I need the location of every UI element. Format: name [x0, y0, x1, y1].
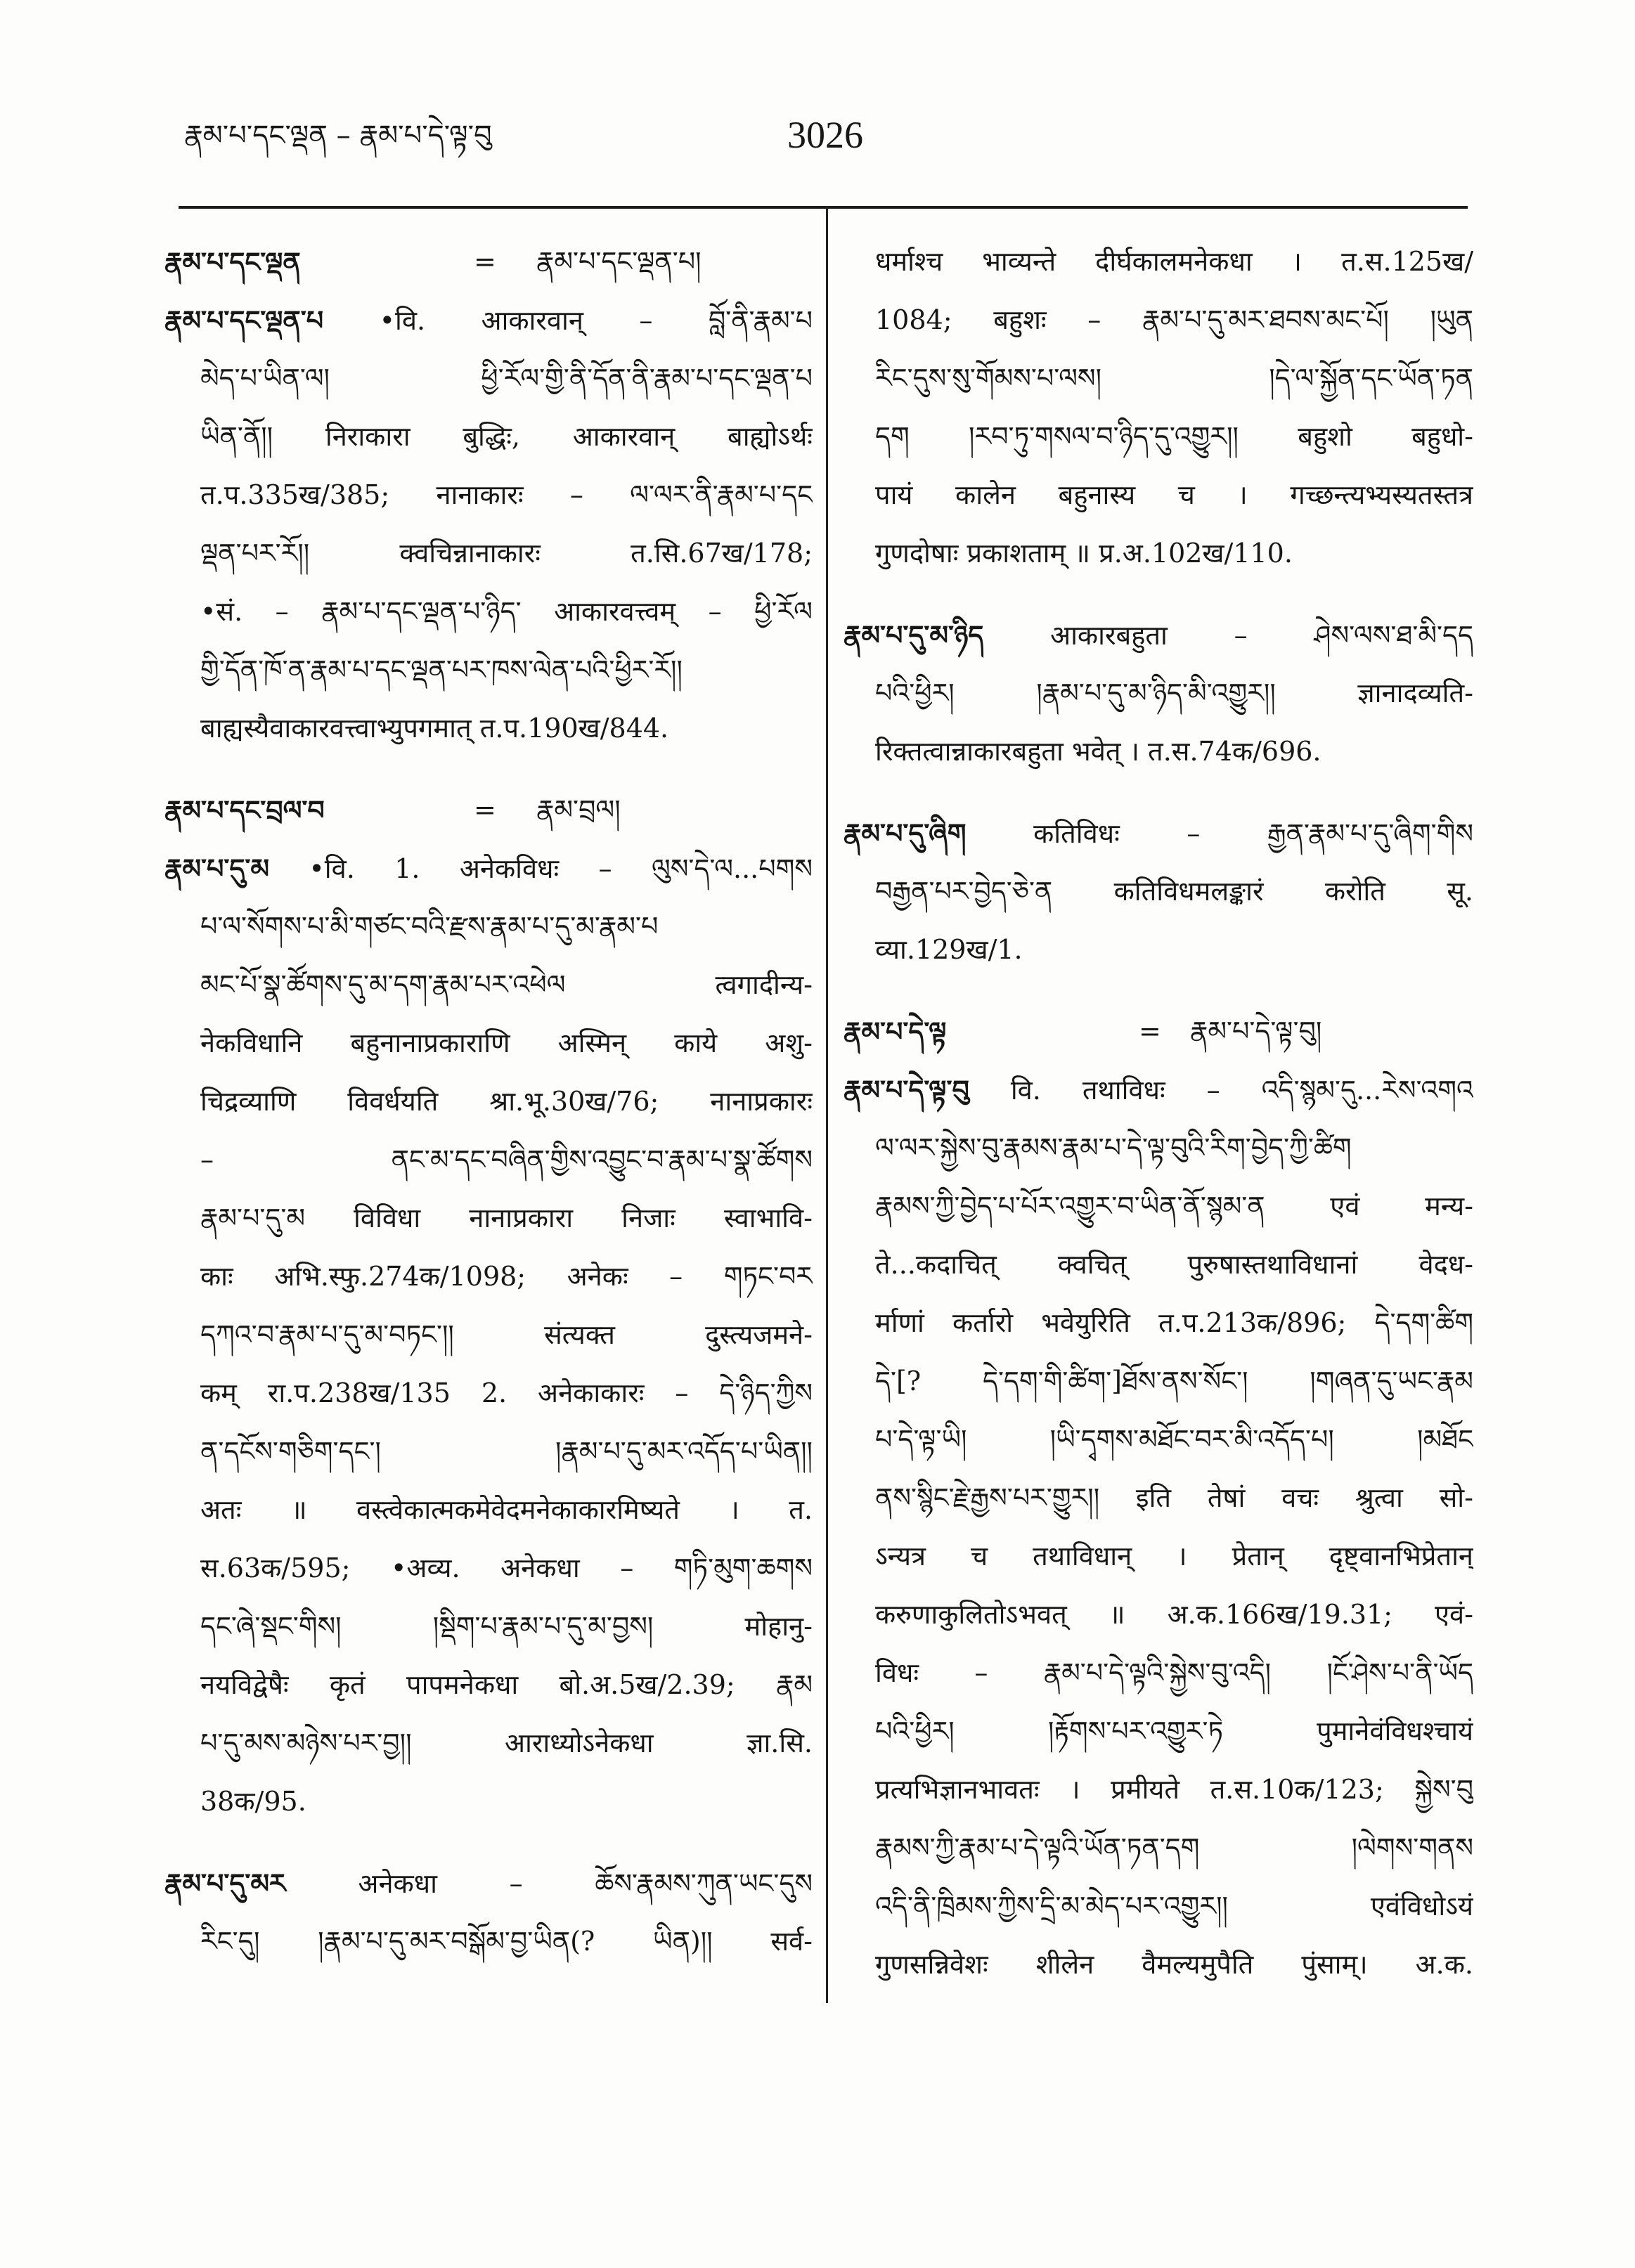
cross-reference-target: རྣམ་བྲལ།	[536, 794, 621, 825]
entry-line: པ་དུ་མས་མཉེས་པར་བྱ།། आराध्योऽनेकधा ज्ञा.सि.	[200, 1728, 813, 1758]
entry-line: པ་དེ་ལྟ་ཡི། །ཡི་དྭགས་མཐོང་བར་མི་འདོད་པ། །མཐོང	[875, 1424, 1473, 1455]
entry-line: ན་དངོས་གཅིག་དང་། །རྣམ་པ་དུ་མར་འདོད་པ་ཡིན།།	[200, 1436, 813, 1467]
entry-line: འདི་ནི་ཁྲིམས་ཀྱིས་དྲི་མ་མེད་པར་འགྱུར།། एवंविधोऽयं	[875, 1891, 1473, 1922]
column-divider	[826, 206, 828, 2003]
cross-reference-target: རྣམ་པ་དང་ལྡན་པ།	[536, 246, 702, 277]
entry-first-line	[844, 1061, 1473, 1119]
entry-line: धर्माश्च भाव्यन्ते दीर्घकालमनेकधा । त.स.125ख/	[875, 246, 1473, 277]
entry-line: པ་ལ་སོགས་པ་མི་གཙང་བའི་རྫས་རྣམ་པ་དུ་མ་རྣམ་པ	[200, 911, 659, 942]
entry-line: चिद्रव्याणि विवर्धयति श्रा.भू.30ख/76; नानाप्रकारः	[200, 1086, 813, 1117]
dictionary-entry	[844, 804, 1473, 979]
entry-first-line	[844, 804, 1473, 862]
dictionary-entry	[844, 1002, 1473, 1061]
entry-line: रिक्तत्वान्नाकारबहुता भवेत् । त.स.74क/696.	[875, 736, 1321, 767]
entry-line: དང་ཞེ་སྡང་གིས། །སྡིག་པ་རྣམ་པ་དུ་མ་བྱས། मोहानु-	[200, 1611, 813, 1642]
running-head: རྣམ་པ་དང་ལྡན – རྣམ་པ་དེ་ལྟ་བུ	[184, 119, 492, 152]
headword: རྣམ་པ་དུ་མར	[164, 1867, 286, 1899]
entry-line: པའི་ཕྱིར། །རྟོགས་པར་འགྱུར་ཏེ पुमानेवंविधश्चायं	[875, 1716, 1473, 1747]
entry-line: པའི་ཕྱིར། །རྣམ་པ་དུ་མ་ཉིད་མི་འགྱུར།། ज्ञानादव्यति-	[875, 678, 1473, 708]
entry-first-line	[164, 839, 813, 898]
entry-line: पायं कालेन बहुनास्य च । गच्छन्त्यभ्यस्यतस्तत्र	[875, 479, 1473, 510]
right-column	[844, 233, 1473, 1994]
page-number: 3026	[787, 114, 863, 156]
dictionary-entry	[844, 1061, 1473, 1994]
entry-line: गुणसन्निवेशः शीलेन वैमल्यमुपैति पुंसाम्। अ.क.	[875, 1949, 1473, 1980]
dictionary-entry	[844, 606, 1473, 781]
dictionary-entry	[164, 1854, 813, 1971]
entry-line: स.63क/595; •अव्य. अनेकधा – གཏི་མུག་ཆགས	[200, 1553, 813, 1583]
cross-reference-equals: =	[474, 246, 496, 277]
cross-reference-target: རྣམ་པ་དེ་ལྟ་བུ།	[1190, 1016, 1322, 1046]
entry-line: མང་པོ་སྣ་ཚོགས་དུ་མ་དག་རྣམ་པར་འཕེལ त्वगादीन्य-	[200, 969, 813, 1000]
left-column	[164, 233, 813, 1971]
entry-line: དག །རབ་ཏུ་གསལ་བ་ཉིད་དུ་འགྱུར།། बहुशो बहुधो-	[875, 421, 1473, 452]
entry-line: करुणाकुलितोऽभवत् ॥ अ.क.166ख/19.31; एवं-	[875, 1599, 1473, 1630]
entry-line: བརྒྱན་པར་བྱེད་ཅེ་ན कतिविधमलङ्कारं करोति सू.	[875, 876, 1473, 907]
entry-text: •वि. 1. अनेकविधः – ལུས་དེ་ལ...པགས	[309, 853, 813, 884]
cross-reference-line	[164, 781, 813, 839]
entry-first-line	[164, 291, 813, 349]
entry-line: ལྡན་པར་རོ།། क्वचिन्नानाकारः त.सि.67ख/178;	[200, 538, 813, 569]
cross-reference-line	[844, 1002, 1473, 1061]
entry-line: •सं. – རྣམ་པ་དང་ལྡན་པ་ཉིད་ आकारवत्त्वम् – ཕྱི་རོལ	[200, 596, 813, 627]
headword: རྣམ་པ་དུ་མ་ཉིད	[844, 619, 984, 651]
entry-text: वि. तथाविधः – འདི་སྙམ་དུ...རེས་འགའ	[1010, 1075, 1473, 1106]
headword: རྣམ་པ་དང་ལྡན་པ	[164, 304, 324, 336]
dictionary-entry	[164, 781, 813, 839]
entry-text: आकारबहुता – ཤེས་ལས་ཐ་མི་དད	[1050, 620, 1473, 651]
entry-line: – ནང་མ་དང་བཞིན་གྱིས་འབྱུང་བ་རྣམ་པ་སྣ་ཚོགས	[200, 1144, 813, 1175]
cross-reference-equals: =	[1139, 1016, 1161, 1046]
headword: རྣམ་པ་དུ་མ	[164, 853, 269, 884]
headword: རྣམ་པ་དང་བྲལ་བ	[164, 794, 325, 826]
entry-line: काः अभि.स्फु.274क/1098; अनेकः – གཏང་བར	[200, 1261, 813, 1292]
entry-line: 38क/95.	[200, 1786, 306, 1817]
entry-line: དཀའ་བ་རྣམ་པ་དུ་མ་བཏང་།། संत्यक्त दुस्त्यजमने-	[200, 1319, 813, 1350]
entry-line: རིང་དུས་སུ་གོམས་པ་ལས། །དེ་ལ་སྐྱོན་དང་ཡོན་ཏན	[875, 363, 1473, 394]
headword: རྣམ་པ་དེ་ལྟ་བུ	[844, 1074, 969, 1106]
entry-line: མེད་པ་ཡིན་ལ། ཕྱི་རོལ་གྱི་ནི་དོན་ནི་རྣམ་པ་དང་ལྡན་པ	[200, 363, 813, 394]
entry-line: अतः ॥ वस्त्वेकात्मकमेवेदमनेकाकारमिष्यते । त.	[200, 1494, 813, 1525]
entry-line: གྱི་དོན་ཁོ་ན་རྣམ་པ་དང་ལྡན་པར་ཁས་ལེན་པའི་ཕྱིར་རོ།།	[200, 654, 683, 685]
entry-text: अनेकधा – ཆོས་རྣམས་ཀུན་ཡང་དུས	[358, 1868, 813, 1899]
entry-line: ऽन्यत्र च तथाविधान् । प्रेतान् दृष्ट्वानभिप्रेतान्	[875, 1541, 1473, 1572]
dictionary-entry	[164, 839, 813, 1831]
entry-line: नयविद्वेषैः कृतं पापमनेकधा बो.अ.5ख/2.39; རྣམ	[200, 1669, 813, 1700]
dictionary-entry	[164, 233, 813, 291]
entry-line: ལ་ལར་སྐྱེས་བུ་རྣམས་རྣམ་པ་དེ་ལྟ་བུའི་རིག་བྱེད་ཀྱི་ཚིག	[875, 1132, 1352, 1163]
entry-line: कम् रा.प.238ख/135 2. अनेकाकारः – དེ་ཉིད་ཀྱིས	[200, 1378, 813, 1408]
entry-line: དེ་[? དེ་དག་གི་ཚིག་]ཐོས་ནས་སོང་། །གཞན་དུ་ཡང་རྣམ	[875, 1366, 1473, 1397]
entry-first-line	[844, 606, 1473, 664]
entry-continuation	[844, 233, 1473, 583]
entry-first-line	[164, 1854, 813, 1912]
dictionary-entry	[164, 291, 813, 758]
entry-line: རྣམ་པ་དུ་མ विविधा नानाप्रकारा निजाः स्वाभावि-	[200, 1203, 813, 1233]
cross-reference-line	[164, 233, 813, 291]
entry-line: ते...कदाचित् क्वचित् पुरुषास्तथाविधानां वेदध-	[875, 1249, 1473, 1280]
entry-line: ཡིན་ནོ།། निराकारा बुद्धिः, आकारवान् बाह्योऽर्थः	[200, 421, 813, 452]
entry-text: •वि. आकारवान् – བློ་ནི་རྣམ་པ	[379, 305, 813, 336]
cross-reference-equals: =	[474, 794, 496, 825]
headword: རྣམ་པ་དང་ལྡན	[164, 246, 301, 278]
entry-text: कतिविधः – རྒྱན་རྣམ་པ་དུ་ཞིག་གིས	[1033, 818, 1473, 849]
entry-line: र्माणां कर्तारो भवेयुरिति त.प.213क/896; དེ་དག་ཚིག	[875, 1307, 1473, 1338]
entry-line: व्या.129ख/1.	[875, 934, 1023, 965]
entry-line: नेकविधानि बहुनानाप्रकाराणि अस्मिन् काये अशु-	[200, 1028, 813, 1058]
entry-line: རིང་དུ། །རྣམ་པ་དུ་མར་བསྒོམ་བྱ་ཡིན(? ཡིན)།། सर्व-	[200, 1926, 813, 1957]
headword: རྣམ་པ་དུ་ཞིག	[844, 817, 967, 849]
entry-line: ནས་སྙིང་རྗེ་རྒྱས་པར་གྱུར།། इति तेषां वचः श्रुत्वा सो-	[875, 1482, 1473, 1513]
headword: རྣམ་པ་དེ་ལྟ	[844, 1016, 947, 1047]
entry-line: 1084; बहुशः – རྣམ་པ་དུ་མར་ཐབས་མང་པོ། །ཡུན	[875, 304, 1473, 335]
header-rule	[179, 206, 1468, 209]
entry-line: बाह्यस्यैवाकारवत्त्वाभ्युपगमात् त.प.190ख/844.	[200, 713, 669, 744]
entry-line: त.प.335ख/385; नानाकारः – ལ་ལར་ནི་རྣམ་པ་དང	[200, 479, 813, 510]
entry-line: རྣམས་ཀྱི་བྱེད་པ་པོར་འགྱུར་བ་ཡིན་ནོ་སྙམ་ན एवं मन्य-	[875, 1191, 1473, 1222]
entry-line: गुणदोषाः प्रकाशताम् ॥ प्र.अ.102ख/110.	[875, 538, 1293, 569]
entry-line: विधः – རྣམ་པ་དེ་ལྟའི་སྐྱེས་བུ་འདི། །ངོ་ཤེས་པ་ནི་ཡོད	[875, 1657, 1473, 1688]
entry-line: प्रत्यभिज्ञानभावतः । प्रमीयते त.स.10क/123; སྐྱེས་བུ	[875, 1774, 1473, 1805]
entry-line: རྣམས་ཀྱི་རྣམ་པ་དེ་ལྟའི་ཡོན་ཏན་དག །ལེགས་གནས	[875, 1832, 1473, 1863]
